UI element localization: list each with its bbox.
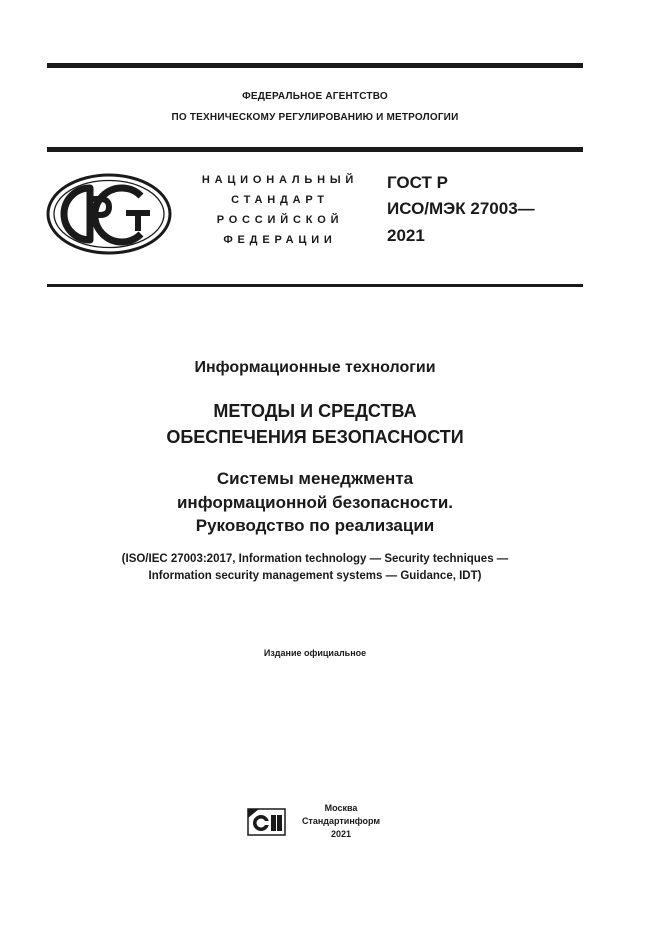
standard-designation: ГОСТ Р (387, 173, 448, 192)
agency-line-2: ПО ТЕХНИЧЕСКОМУ РЕГУЛИРОВАНИЮ И МЕТРОЛОГИИ (171, 112, 459, 123)
publisher-city: Москва (324, 803, 358, 813)
agency-line-1: ФЕДЕРАЛЬНОЕ АГЕНТСТВО (242, 91, 388, 102)
top-rule (47, 63, 583, 68)
english-title-line: (ISO/IEC 27003:2017, Information technology — Security techniques — (121, 553, 509, 565)
publisher-name: Стандартинформ (301, 816, 381, 826)
rst-certification-icon (46, 173, 172, 255)
subtitle-line: Руководство по реализации (195, 516, 435, 535)
english-title-line: Information security management systems — Guidance, IDT) (148, 570, 482, 582)
standard-designation: ИСО/МЭК 27003— (387, 199, 535, 218)
standartinform-logo-icon (247, 806, 286, 836)
edition-label: Издание официальное (263, 648, 367, 658)
national-standard-line: РОССИЙСКОЙ (216, 214, 344, 226)
header-rule (47, 147, 583, 152)
subtitle-line: информационной безопасности. (176, 493, 454, 512)
national-standard-line: ФЕДЕРАЦИИ (223, 234, 337, 246)
national-standard-line: СТАНДАРТ (231, 194, 329, 206)
section-rule (47, 284, 583, 287)
main-title-line: ОБЕСПЕЧЕНИЯ БЕЗОПАСНОСТИ (166, 427, 464, 447)
publisher-year: 2021 (330, 829, 352, 839)
national-standard-line: НАЦИОНАЛЬНЫЙ (201, 174, 359, 186)
standard-designation: 2021 (387, 226, 425, 245)
main-title-line: МЕТОДЫ И СРЕДСТВА (213, 401, 417, 421)
subtitle-line: Системы менеджмента (216, 469, 414, 488)
field-title: Информационные технологии (194, 359, 436, 376)
